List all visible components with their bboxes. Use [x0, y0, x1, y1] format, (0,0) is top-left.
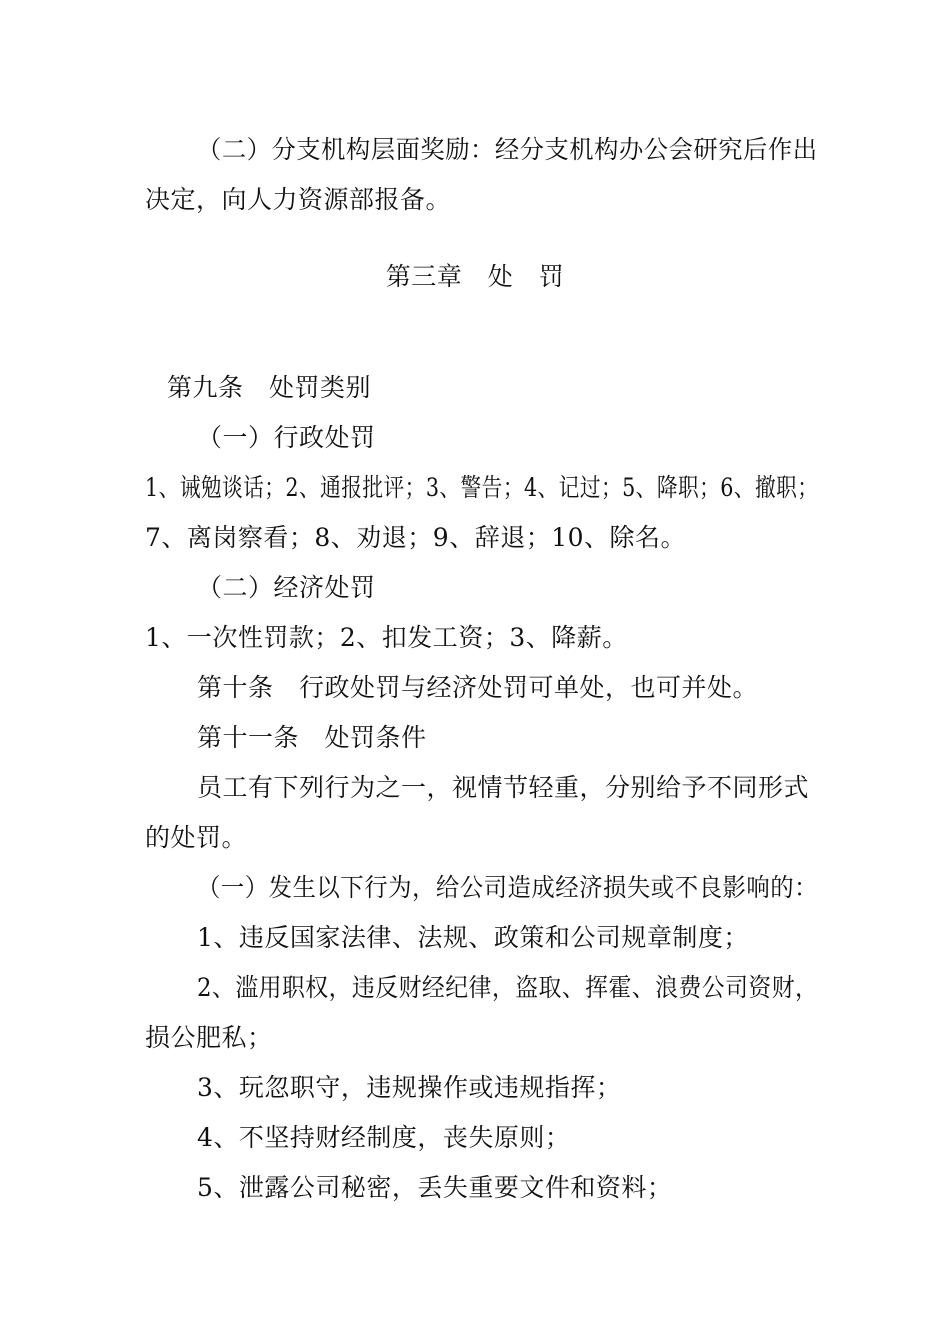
article-9-heading: 第九条 处罚类别 — [167, 373, 372, 402]
article-11-heading: 第十一条 处罚条件 — [197, 723, 427, 752]
condition-item-5: 5、泄露公司秘密，丢失重要文件和资料； — [197, 1173, 673, 1202]
article-11-intro-cont: 的处罚。 — [145, 823, 248, 852]
economic-penalty-list: 1、一次性罚款；2、扣发工资；3、降薪。 — [145, 623, 628, 652]
paragraph-branch-reward-cont: 决定，向人力资源部报备。 — [145, 185, 452, 214]
paragraph-branch-reward: （二）分支机构层面奖励：经分支机构办公会研究后作出 — [197, 135, 818, 164]
condition-item-2: 2、滥用职权，违反财经纪律，盗取、挥霍、浪费公司资财， — [197, 973, 819, 1002]
condition-item-3: 3、玩忽职守，违规操作或违规指挥； — [197, 1073, 622, 1102]
condition-1-heading: （一）发生以下行为，给公司造成经济损失或不良影响的： — [197, 873, 819, 902]
admin-penalty-list-2: 7、离岗察看；8、劝退；9、辞退；10、除名。 — [145, 523, 687, 552]
admin-penalty-heading: （一）行政处罚 — [197, 423, 376, 452]
condition-item-4: 4、不坚持财经制度，丧失原则； — [197, 1123, 571, 1152]
chapter-title: 第三章 处 罚 — [385, 262, 565, 291]
condition-item-2-cont: 损公肥私； — [145, 1023, 273, 1052]
condition-item-1: 1、违反国家法律、法规、政策和公司规章制度； — [197, 923, 749, 952]
admin-penalty-list-1: 1、诫勉谈话；2、通报批评；3、警告；4、记过；5、降职；6、撤职； — [145, 473, 819, 502]
article-11-intro: 员工有下列行为之一，视情节轻重，分别给予不同形式 — [197, 773, 810, 802]
article-10: 第十条 行政处罚与经济处罚可单处，也可并处。 — [197, 673, 759, 702]
economic-penalty-heading: （二）经济处罚 — [197, 573, 376, 602]
